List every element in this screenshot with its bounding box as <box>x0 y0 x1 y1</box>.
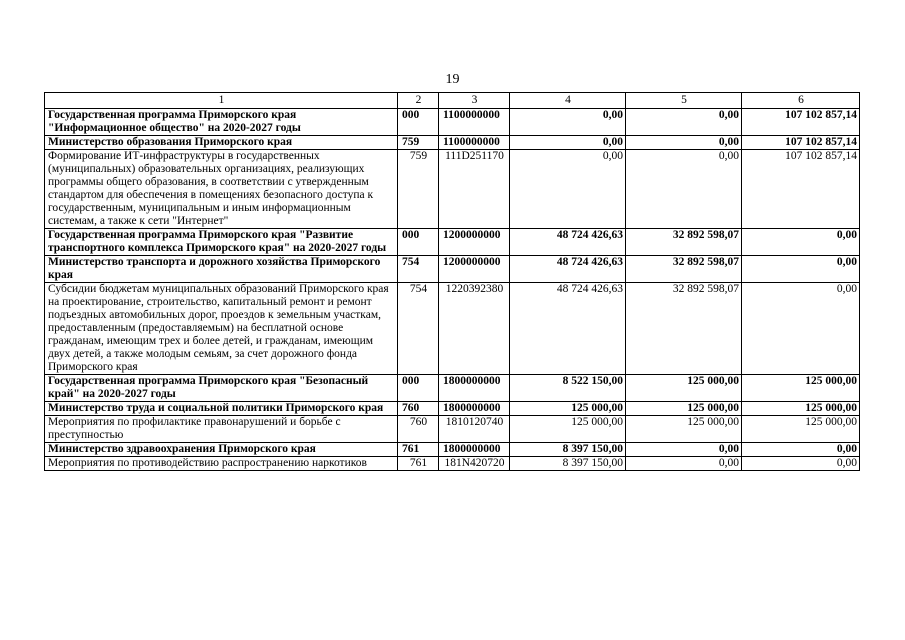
cell-amount-col4: 8 522 150,00 <box>510 375 626 402</box>
cell-amount-col6: 107 102 857,14 <box>742 136 860 150</box>
cell-amount-col5: 0,00 <box>626 457 742 471</box>
cell-amount-col6: 0,00 <box>742 256 860 283</box>
cell-name: Министерство труда и социальной политики Приморского края <box>45 402 398 416</box>
cell-ministry-code: 760 <box>398 416 439 443</box>
cell-name: Министерство образования Приморского края <box>45 136 398 150</box>
cell-ministry-code: 759 <box>398 150 439 229</box>
cell-amount-col4: 48 724 426,63 <box>510 283 626 375</box>
cell-target-code: 1800000000 <box>439 375 510 402</box>
cell-amount-col6: 0,00 <box>742 443 860 457</box>
cell-amount-col6: 0,00 <box>742 229 860 256</box>
table-row <box>45 375 860 402</box>
header-col-6: 6 <box>742 93 860 109</box>
cell-target-code: 111D251170 <box>439 150 510 229</box>
cell-target-code: 1810120740 <box>439 416 510 443</box>
cell-ministry-code: 754 <box>398 283 439 375</box>
table-row <box>45 402 860 416</box>
cell-amount-col4: 0,00 <box>510 150 626 229</box>
cell-target-code: 181N420720 <box>439 457 510 471</box>
cell-amount-col5: 32 892 598,07 <box>626 256 742 283</box>
cell-target-code: 1100000000 <box>439 136 510 150</box>
table-row <box>45 416 860 443</box>
cell-ministry-code: 760 <box>398 402 439 416</box>
header-row <box>45 93 860 109</box>
cell-amount-col5: 32 892 598,07 <box>626 229 742 256</box>
cell-name: Субсидии бюджетам муниципальных образований Приморского края на проектирование, строительство, капитальный ремонт и ремонт подъездных автомобильных дорог, проездов к земельным участкам, предоставленным (предоставляемым) на бесплатной основе гражданам, имеющим трех и более детей, и гражданам, имеющим двух детей, а также молодым семьям, за счет дорожного фонда Приморского края <box>45 283 398 375</box>
table-row <box>45 229 860 256</box>
cell-amount-col4: 125 000,00 <box>510 416 626 443</box>
cell-target-code: 1200000000 <box>439 229 510 256</box>
cell-name: Государственная программа Приморского края "Информационное общество" на 2020-2027 годы <box>45 109 398 136</box>
cell-amount-col5: 0,00 <box>626 443 742 457</box>
cell-target-code: 1100000000 <box>439 109 510 136</box>
cell-target-code: 1200000000 <box>439 256 510 283</box>
cell-ministry-code: 761 <box>398 457 439 471</box>
cell-amount-col4: 48 724 426,63 <box>510 229 626 256</box>
table-row <box>45 443 860 457</box>
budget-table <box>44 92 860 471</box>
header-col-2: 2 <box>398 93 439 109</box>
header-col-1: 1 <box>45 93 398 109</box>
cell-ministry-code: 761 <box>398 443 439 457</box>
cell-amount-col6: 0,00 <box>742 283 860 375</box>
table-row <box>45 283 860 375</box>
cell-name: Министерство транспорта и дорожного хозяйства Приморского края <box>45 256 398 283</box>
table-row <box>45 256 860 283</box>
cell-amount-col4: 0,00 <box>510 136 626 150</box>
cell-amount-col4: 0,00 <box>510 109 626 136</box>
cell-amount-col6: 107 102 857,14 <box>742 109 860 136</box>
cell-amount-col5: 32 892 598,07 <box>626 283 742 375</box>
cell-amount-col4: 125 000,00 <box>510 402 626 416</box>
cell-target-code: 1800000000 <box>439 402 510 416</box>
cell-amount-col6: 125 000,00 <box>742 375 860 402</box>
cell-amount-col5: 0,00 <box>626 109 742 136</box>
cell-target-code: 1220392380 <box>439 283 510 375</box>
header-col-3: 3 <box>439 93 510 109</box>
cell-amount-col6: 0,00 <box>742 457 860 471</box>
cell-name: Формирование ИТ-инфраструктуры в государственных (муниципальных) образовательных организациях, реализующих программы общего образования, в соответствии с утвержденным стандартом для обеспечения в помещениях безопасного доступа к государственным, муниципальным и иным информационным системам, а также к сети "Интернет" <box>45 150 398 229</box>
cell-amount-col6: 107 102 857,14 <box>742 150 860 229</box>
cell-name: Государственная программа Приморского края "Развитие транспортного комплекса Приморского края" на 2020-2027 годы <box>45 229 398 256</box>
table-row <box>45 136 860 150</box>
table-row <box>45 150 860 229</box>
cell-target-code: 1800000000 <box>439 443 510 457</box>
cell-name: Мероприятия по профилактике правонарушений и борьбе с преступностью <box>45 416 398 443</box>
cell-amount-col5: 125 000,00 <box>626 416 742 443</box>
cell-amount-col5: 0,00 <box>626 136 742 150</box>
header-col-4: 4 <box>510 93 626 109</box>
cell-amount-col6: 125 000,00 <box>742 402 860 416</box>
cell-ministry-code: 754 <box>398 256 439 283</box>
table-row <box>45 109 860 136</box>
cell-name: Министерство здравоохранения Приморского края <box>45 443 398 457</box>
cell-name: Государственная программа Приморского края "Безопасный край" на 2020-2027 годы <box>45 375 398 402</box>
cell-amount-col4: 48 724 426,63 <box>510 256 626 283</box>
cell-amount-col5: 125 000,00 <box>626 402 742 416</box>
header-col-5: 5 <box>626 93 742 109</box>
table-row <box>45 457 860 471</box>
cell-amount-col5: 0,00 <box>626 150 742 229</box>
cell-ministry-code: 000 <box>398 375 439 402</box>
cell-ministry-code: 000 <box>398 109 439 136</box>
cell-name: Мероприятия по противодействию распространению наркотиков <box>45 457 398 471</box>
cell-amount-col6: 125 000,00 <box>742 416 860 443</box>
cell-amount-col5: 125 000,00 <box>626 375 742 402</box>
cell-amount-col4: 8 397 150,00 <box>510 457 626 471</box>
cell-amount-col4: 8 397 150,00 <box>510 443 626 457</box>
cell-ministry-code: 759 <box>398 136 439 150</box>
page-number: 19 <box>445 72 460 87</box>
cell-ministry-code: 000 <box>398 229 439 256</box>
